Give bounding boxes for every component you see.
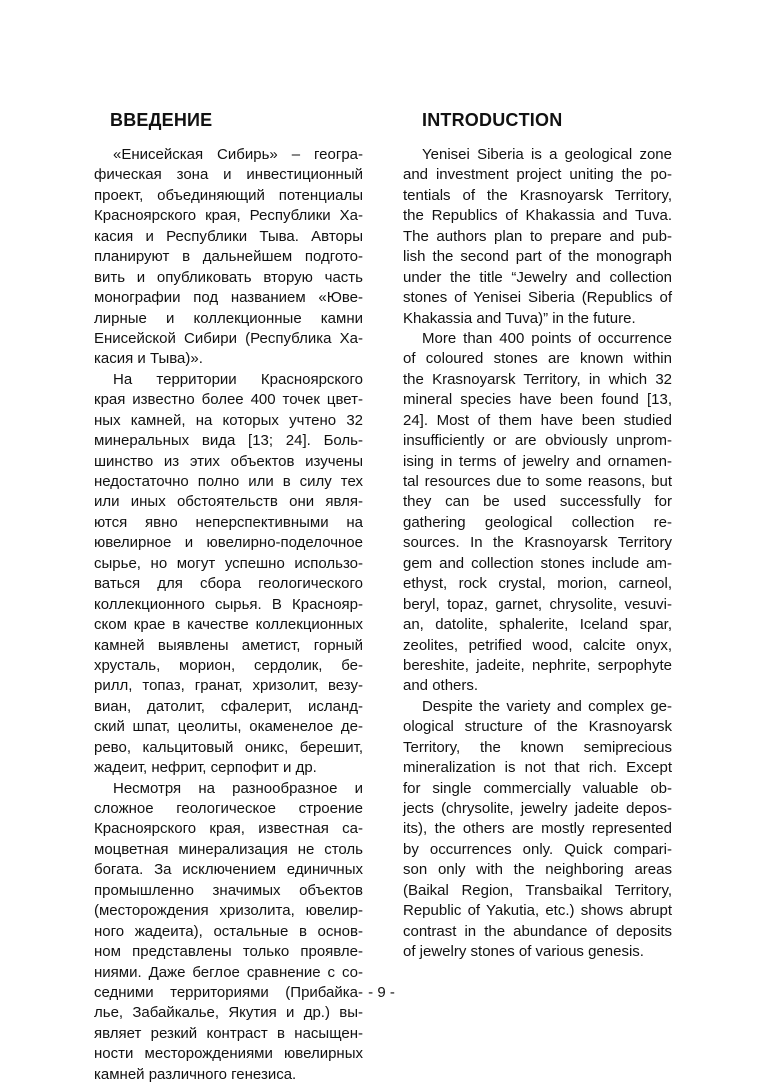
text-line: сложное геологическое строение [94, 800, 363, 817]
text-line: камней выявлены аметист, горный [94, 636, 363, 654]
text-line: Republic of Yakutia, etc.) shows abrupt [403, 902, 672, 920]
russian-paragraph-3 [94, 779, 363, 1085]
text-line: ethyst, rock crystal, morion, carneol, [403, 575, 672, 593]
text-line: (месторождения хризолита, ювелир- [94, 902, 363, 920]
text-line: или иных обстоятельств они явля- [94, 493, 363, 511]
text-line: jects (chrysolite, jewelry jadeite depos- [403, 800, 672, 817]
text-line: хрусталь, морион, сердолик, бе- [94, 656, 363, 674]
text-line: ising in terms of jewelry and ornamen- [403, 452, 672, 470]
text-line: beryl, topaz, garnet, chrysolite, vesuvi- [403, 595, 672, 613]
text-line: insufficiently or are obviously unprom- [403, 432, 672, 450]
text-line: богата. За исключением единичных [94, 861, 363, 879]
english-paragraph-3 [403, 697, 672, 963]
text-line: for single commercially valuable ob- [403, 779, 672, 797]
text-line: Territory, the known semiprecious [403, 738, 672, 756]
text-line: lish the second part of the monograph [403, 248, 672, 266]
english-paragraph-2 [403, 329, 672, 697]
text-line: and others. [403, 677, 479, 695]
english-heading: INTRODUCTION [422, 110, 563, 130]
text-line: Despite the variety and complex ge- [422, 697, 672, 715]
text-line: ных камней, на которых учтено 32 [94, 411, 363, 429]
text-line: of coloured stones are known within [403, 350, 672, 368]
text-line: края известно более 400 точек цвет- [94, 391, 363, 409]
text-line: ного жадеита), остальные в основ- [94, 922, 363, 940]
text-line: ваться для сбора геологического [94, 575, 363, 593]
text-line: and investment project uniting the po- [403, 166, 672, 184]
text-line: ювелирное и ювелирно-поделочное [94, 534, 363, 552]
text-line: сырье, но могут успешно использо- [94, 554, 363, 572]
russian-heading: ВВЕДЕНИЕ [110, 110, 213, 130]
text-line: of jewelry stones of various genesis. [403, 943, 644, 961]
text-line: Yenisei Siberia is a geological zone [422, 146, 672, 163]
text-line: жадеит, нефрит, серпофит и др. [94, 759, 317, 777]
text-line: лье, Забайкалье, Якутия и др.) вы- [94, 1004, 363, 1022]
text-line: the Republics of Khakassia and Tuva. [403, 207, 672, 225]
text-line: bereshite, jadeite, nephrite, serpophyte [403, 656, 672, 674]
text-line: its), the others are mostly represented [403, 820, 672, 838]
text-line: Енисейской Сибири (Республика Ха- [94, 329, 363, 347]
text-line: проект, объединяющий потенциалы [94, 186, 363, 204]
text-line: contrast in the abundance of deposits [403, 922, 672, 940]
page-number: - 9 - [368, 984, 395, 1001]
text-line: The authors plan to prepare and pub- [403, 227, 672, 245]
text-line: zeolites, petrified wood, calcite onyx, [403, 636, 672, 654]
text-line: лирные и коллекционные камни [94, 309, 363, 327]
text-line: монографии под названием «Юве- [94, 289, 363, 307]
text-line: ниями. Даже беглое сравнение с со- [94, 963, 363, 981]
text-line: ются явно неперспективными на [94, 513, 363, 531]
russian-paragraph-1 [94, 145, 363, 370]
text-line: недостаточно полно или в силу тех [94, 473, 363, 490]
text-line: gathering geological collection re- [403, 513, 672, 531]
russian-column [94, 108, 363, 1085]
text-line: шинство из этих объектов изучены [94, 452, 363, 470]
text-line: an, datolite, sphalerite, Iceland spar, [403, 616, 672, 634]
text-line: 24]. Most of them have been studied [403, 411, 672, 429]
text-line: На территории Красноярского [113, 370, 363, 388]
text-line: камней различного генезиса. [94, 1065, 297, 1083]
text-line: коллекционного сырья. В Краснояр- [94, 595, 363, 613]
text-line: седними территориями (Прибайка- [94, 983, 363, 1001]
text-line: минеральных вида [13; 24]. Боль- [94, 432, 363, 450]
text-line: промышленно значимых объектов [94, 881, 363, 899]
text-line: gem and collection stones include am- [403, 554, 672, 572]
text-line: «Енисейская Сибирь» – геогра- [113, 146, 363, 163]
text-line: являет резкий контраст в насыщен- [94, 1024, 363, 1042]
text-line: вить и опубликовать вторую часть [94, 268, 363, 286]
text-line: by occurrences only. Quick compari- [403, 840, 672, 858]
english-paragraph-1 [403, 145, 672, 329]
text-line: sources. In the Krasnoyarsk Territory [403, 534, 672, 552]
text-line: касия и Республики Тыва. Авторы [94, 227, 363, 245]
text-line: ском крае в качестве коллекционных [94, 616, 363, 634]
text-line: рево, кальцитовый оникс, берешит, [94, 738, 363, 756]
text-line: виан, датолит, сфалерит, исланд- [94, 697, 363, 715]
text-line: Несмотря на разнообразное и [113, 779, 363, 797]
text-line: ном представлены только проявле- [94, 943, 363, 961]
english-column [403, 108, 672, 963]
text-line: the Krasnoyarsk Territory, in which 32 [403, 370, 672, 388]
text-line: mineralization is not that rich. Except [403, 759, 672, 777]
text-line: Красноярского края, Республики Ха- [94, 207, 363, 225]
text-line: моцветная минерализация не столь [94, 840, 363, 858]
text-line: mineral species have been found [13, [403, 391, 672, 409]
text-line: Khakassia and Tuva)” in the future. [403, 309, 636, 327]
text-line: they can be used successfully for [403, 493, 672, 511]
text-line: stones of Yenisei Siberia (Republics of [403, 289, 672, 307]
text-line: планируют в дальнейшем подгото- [94, 248, 363, 266]
text-line: ности месторождениями ювелирных [94, 1045, 363, 1063]
text-line: Красноярского края, известная са- [94, 820, 363, 838]
text-line: More than 400 points of occurrence [422, 329, 672, 347]
text-line: tentials of the Krasnoyarsk Territory, [403, 186, 672, 204]
text-line: tal resources due to some reasons, but [403, 473, 672, 490]
text-line: son only with the neighboring areas [403, 861, 672, 879]
text-line: фическая зона и инвестиционный [94, 166, 363, 184]
russian-paragraph-2 [94, 370, 363, 779]
text-line: ological structure of the Krasnoyarsk [403, 718, 672, 736]
text-line: рилл, топаз, гранат, хризолит, везу- [94, 677, 363, 695]
text-line: (Baikal Region, Transbaikal Territory, [403, 881, 672, 899]
text-line: касия и Тыва)». [94, 350, 203, 368]
text-line: ский шпат, цеолиты, окаменелое де- [94, 718, 363, 736]
text-line: under the title “Jewelry and collection [403, 268, 672, 286]
